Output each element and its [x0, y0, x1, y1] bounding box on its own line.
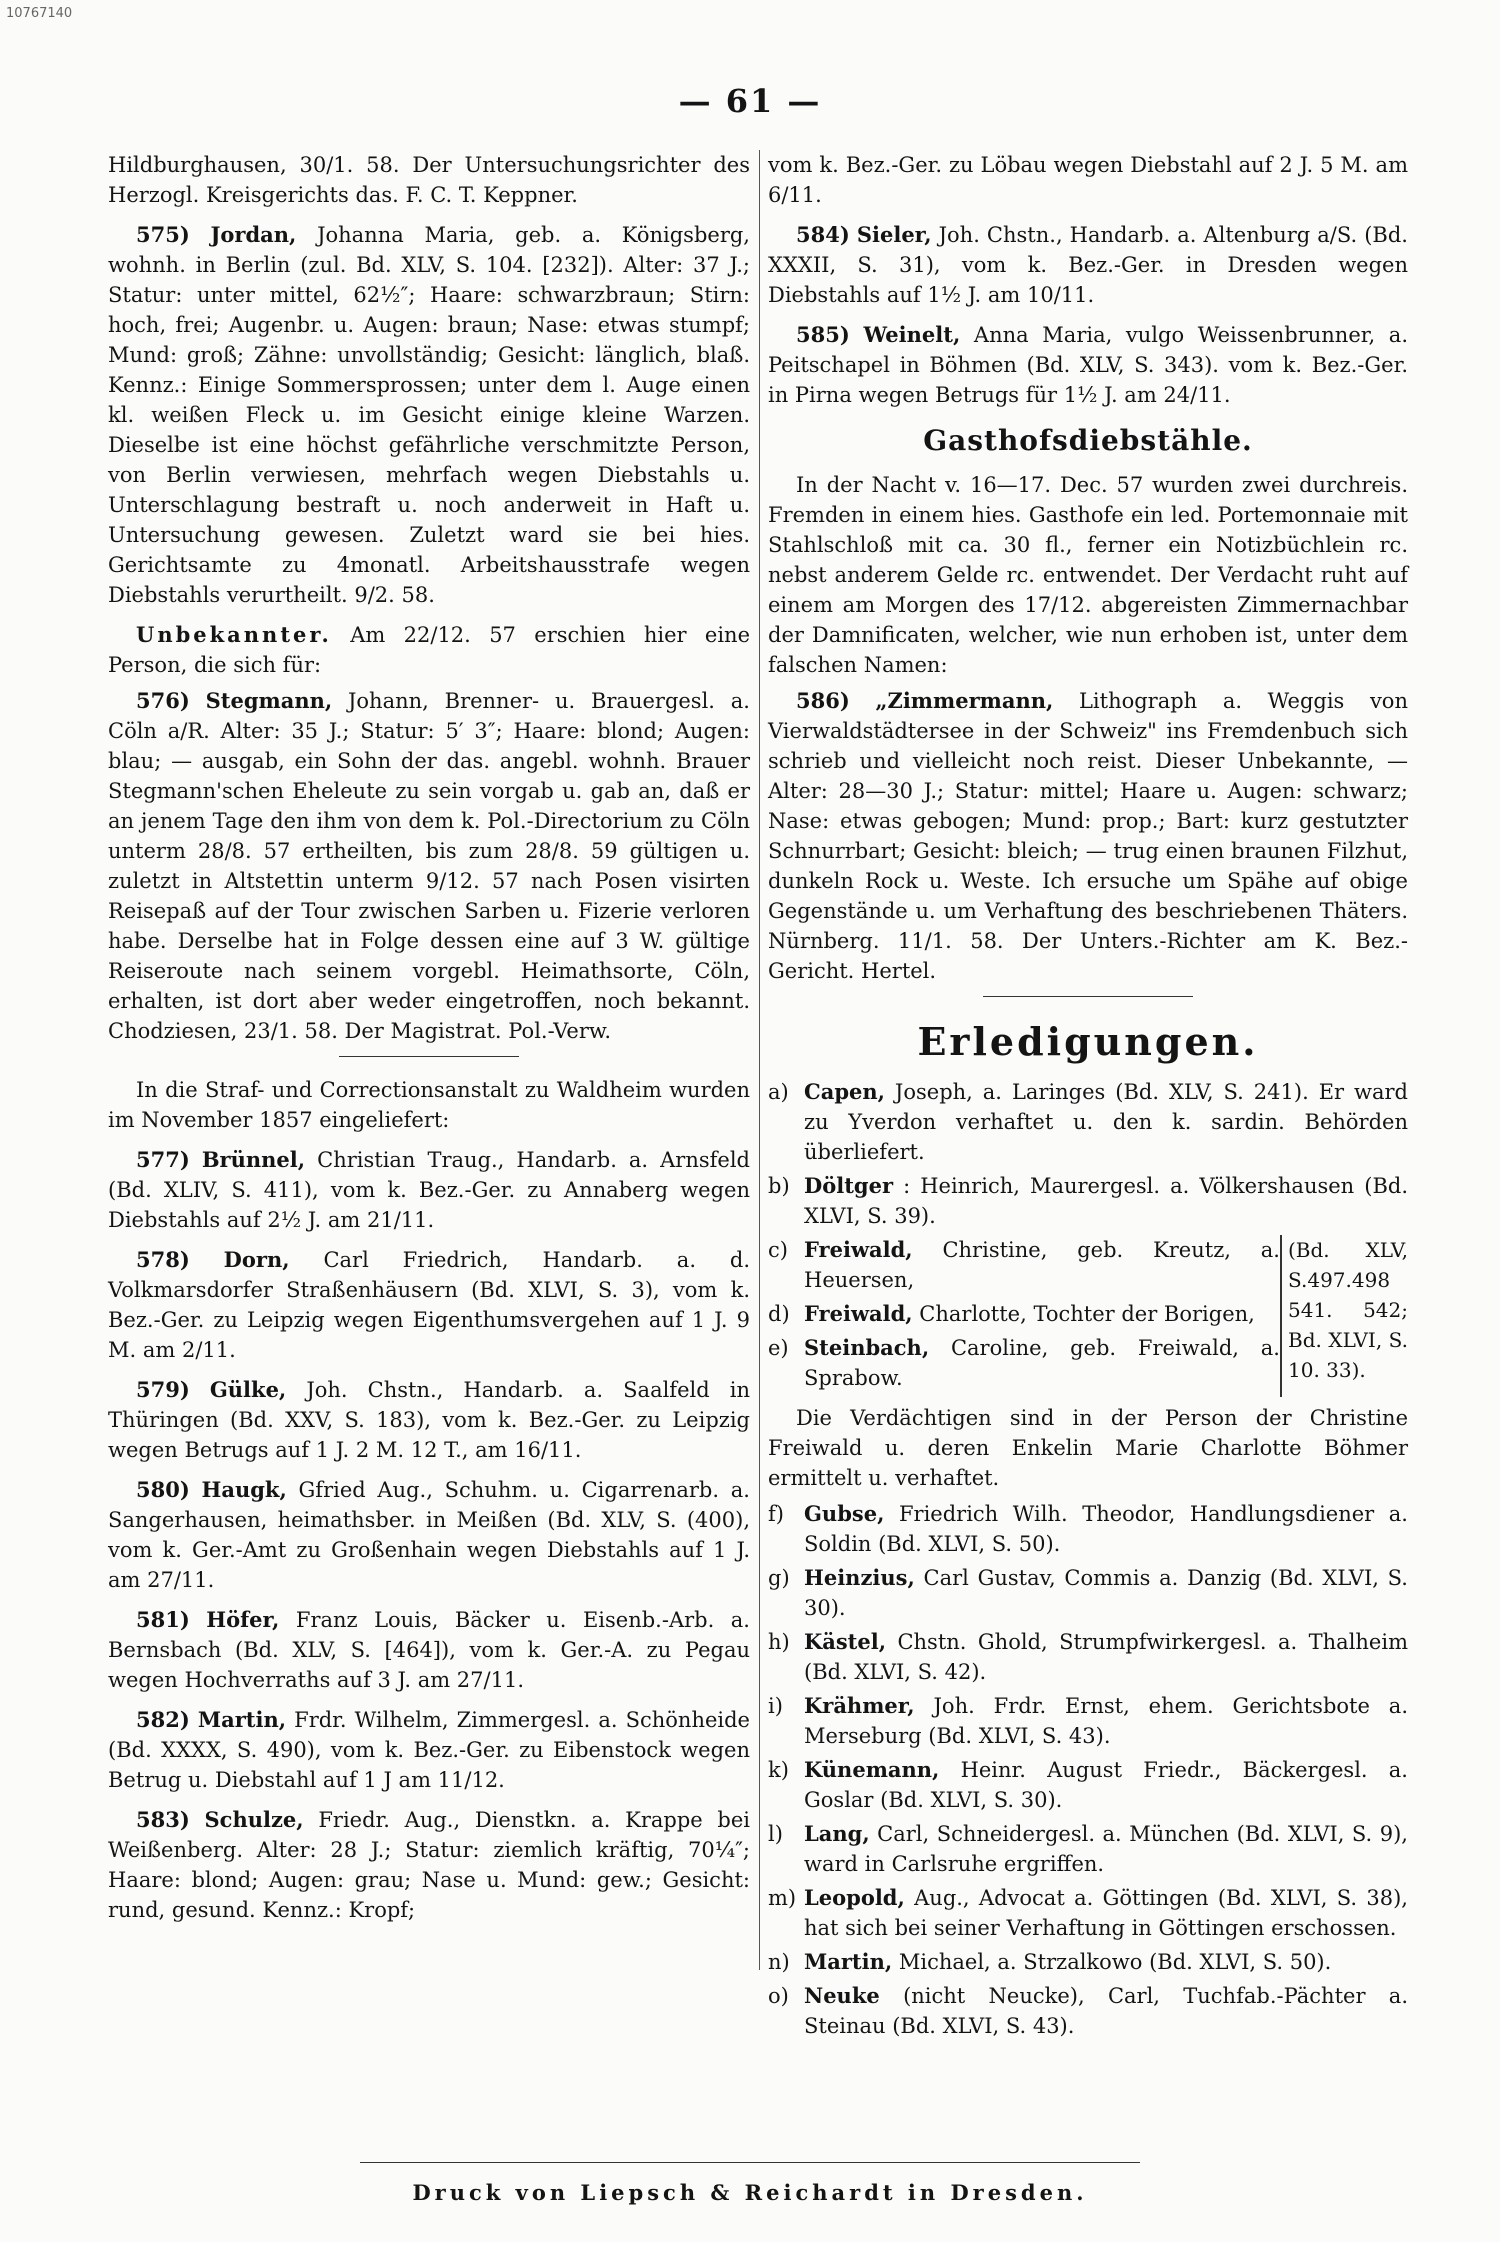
item-name: Künemann,	[804, 1757, 940, 1782]
item-details: Charlotte, Tochter der Borigen,	[919, 1302, 1255, 1326]
item-details: Carl, Schneidergesl. a. München (Bd. XLVI, S. 9), ward in Carlsruhe ergriffen.	[804, 1822, 1408, 1876]
item-details: Carl Gustav, Commis a. Danzig (Bd. XLVI, S. 30).	[804, 1566, 1408, 1620]
item-text	[804, 1819, 1408, 1879]
entry-name: „Zimmermann,	[875, 688, 1054, 713]
resolved-group	[768, 1235, 1408, 1397]
item-letter: n)	[768, 1950, 790, 1974]
entry-name: Gülke,	[209, 1377, 287, 1402]
item-letter: o)	[768, 1984, 789, 2008]
item-name: Krähmer,	[804, 1693, 915, 1718]
notice-entry	[108, 1375, 750, 1465]
notice-entry	[108, 1705, 750, 1795]
resolved-item	[768, 1333, 1280, 1393]
item-name: Döltger	[804, 1173, 894, 1198]
item-name: Lang,	[804, 1821, 870, 1846]
right-column	[768, 150, 1408, 2045]
section-title-resolved: Erledigungen.	[917, 1019, 1259, 1064]
resolved-item	[768, 1947, 1408, 1977]
entry-name: Sieler,	[856, 222, 932, 247]
item-text	[804, 1691, 1408, 1751]
item-details: : Heinrich, Maurergesl. a. Völkershausen (Bd. XLVI, S. 39).	[804, 1174, 1408, 1228]
item-details: Christine, geb. Kreutz, a. Heuersen,	[804, 1238, 1280, 1292]
entry-name: Martin,	[197, 1707, 287, 1732]
item-letter: g)	[768, 1566, 790, 1590]
resolved-item	[768, 1691, 1408, 1751]
column-divider	[759, 150, 760, 1970]
item-text	[804, 1171, 1408, 1231]
item-name: Neuke	[804, 1983, 880, 2008]
notice-entry	[108, 620, 750, 680]
waldheim-intro: In die Straf- und Correctionsanstalt zu Waldheim wurden im November 1857 eingeliefert:	[108, 1078, 750, 1132]
item-details: Heinr. August Friedr., Bäckergesl. a. Goslar (Bd. XLVI, S. 30).	[804, 1758, 1408, 1812]
item-name: Leopold,	[804, 1885, 905, 1910]
hotel-theft-text: In der Nacht v. 16—17. Dec. 57 wurden zwei durchreis. Fremden in einem hies. Gasthofe ein led. Portemonnaie mit Stahlschloß mit ca. 30 fl., ferner ein Notizbüchlein rc. nebst anderem Gelde rc. entwendet. Der Verdacht ruht auf einem am Morgen des 17/12. abgereisten Zimmernachbar der Damnificaten, welcher, wie nun erhoben ist, unter dem falschen Namen:	[768, 473, 1408, 677]
item-name: Capen,	[804, 1079, 885, 1104]
notice-entry	[108, 220, 750, 610]
item-name: Martin,	[804, 1949, 893, 1974]
resolved-item	[768, 1755, 1408, 1815]
notice-entry	[768, 686, 1408, 986]
continuation-text: vom k. Bez.-Ger. zu Löbau wegen Diebstahl auf 2 J. 5 M. am 6/11.	[768, 153, 1408, 207]
entry-name: Schulze,	[204, 1807, 304, 1832]
entry-name: Brünnel,	[201, 1147, 306, 1172]
footer-rule	[360, 2162, 1140, 2163]
item-letter: k)	[768, 1758, 789, 1782]
entry-number: 584)	[796, 222, 850, 247]
entry-text: Gfried Aug., Schuhm. u. Cigarrenarb. a. Sangerhausen, heimathsber. in Meißen (Bd. XLV, S. (400), vom k. Ger.-Amt zu Großenhain wegen Diebstahls auf 1 J. am 27/11.	[108, 1478, 750, 1592]
entry-number: 579)	[136, 1377, 190, 1402]
item-letter: i)	[768, 1694, 783, 1718]
entry-number: 575)	[136, 222, 190, 247]
entry-text: Am 22/12. 57 erschien hier eine Person, die sich für:	[108, 623, 751, 677]
resolved-item	[768, 1819, 1408, 1879]
item-letter: d)	[768, 1302, 790, 1326]
item-letter: h)	[768, 1630, 790, 1654]
entry-number: 580)	[136, 1477, 190, 1502]
entry-number: 578)	[136, 1247, 190, 1272]
item-name: Gubse,	[804, 1501, 885, 1526]
group-reference: (Bd. XLV, S.497.498 541. 542; Bd. XLVI, S. 10. 33).	[1280, 1235, 1408, 1397]
entry-text: Joh. Chstn., Handarb. a. Saalfeld in Thüringen (Bd. XXV, S. 183), vom k. Bez.-Ger. zu Leipzig wegen Betrugs auf 1 J. 2 M. 12 T., am 16/11.	[108, 1378, 750, 1462]
notice-entry	[108, 1245, 750, 1365]
item-text	[804, 1883, 1408, 1943]
entry-name: Jordan,	[210, 222, 297, 247]
section-divider	[983, 996, 1193, 997]
item-details: Caroline, geb. Freiwald, a. Sprabow.	[804, 1336, 1280, 1390]
entry-text: Christian Traug., Handarb. a. Arnsfeld (Bd. XLIV, S. 411), vom k. Bez.-Ger. zu Annaberg wegen Diebstahls auf 2½ J. am 21/11.	[108, 1148, 750, 1232]
notice-entry	[108, 1475, 750, 1595]
entry-text: Anna Maria, vulgo Weissenbrunner, a. Peitschapel in Böhmen (Bd. XLV, S. 343). vom k. Bez.-Ger. in Pirna wegen Betrugs für 1½ J. am 24/11.	[768, 323, 1408, 407]
left-intro: Hildburghausen, 30/1. 58. Der Untersuchungsrichter des Herzogl. Kreisgerichts das. F. C. T. Keppner.	[108, 153, 750, 207]
entry-number: 576)	[136, 688, 190, 713]
resolved-item	[768, 1171, 1408, 1231]
item-text	[804, 1499, 1408, 1559]
page-number: — 61 —	[678, 82, 822, 120]
item-text	[804, 1627, 1408, 1687]
entry-name: Stegmann,	[205, 688, 333, 713]
entry-text: Friedr. Aug., Dienstkn. a. Krappe bei Weißenberg. Alter: 28 J.; Statur: ziemlich kräftig, 70¼″; Haare: blond; Augen: grau; Nase u. Mund: gew.; Gesicht: rund, gesund. Kennz.: Kropf;	[108, 1808, 751, 1922]
item-letter: l)	[768, 1822, 783, 1846]
entry-number: 585)	[796, 322, 850, 347]
entry-text: Frdr. Wilhelm, Zimmergesl. a. Schönheide (Bd. XXXX, S. 490), vom k. Bez.-Ger. zu Eibenstock wegen Betrug u. Diebstahl auf 1 J am 11/12.	[108, 1708, 750, 1792]
left-column	[108, 150, 750, 1935]
item-name: Kästel,	[804, 1629, 887, 1654]
item-text	[804, 1981, 1408, 2041]
entry-name: Weinelt,	[863, 322, 961, 347]
item-letter: e)	[768, 1336, 789, 1360]
entry-text: Joh. Chstn., Handarb. a. Altenburg a/S. (Bd. XXXII, S. 31), vom k. Bez.-Ger. in Dresden wegen Diebstahls auf 1½ J. am 10/11.	[768, 223, 1408, 307]
resolved-item	[768, 1499, 1408, 1559]
item-text	[804, 1755, 1408, 1815]
entry-text: Johann, Brenner- u. Brauergesl. a. Cöln a/R. Alter: 35 J.; Statur: 5′ 3″; Haare: blond; Augen: blau; — ausgab, ein Sohn der das. angebl. wohnh. Brauer Stegmann'schen Eheleute zu sein vorgab u. gab an, daß er an jenem Tage den ihm von dem k. Pol.-Directorium zu Cöln unterm 28/8. 57 ertheilten, bis zum 28/8. 59 gültigen u. zuletzt in Altstettin unterm 9/12. 57 nach Posen visirten Reisepaß auf der Tour zwischen Sarben u. Fizerie verloren habe. Derselbe hat in Folge dessen eine auf 3 W. gültige Reiseroute nach seinem vorgebl. Heimathsorte, Cöln, erhalten, ist dort aber weder eingetroffen, noch bekannt. Chodziesen, 23/1. 58. Der Magistrat. Pol.-Verw.	[108, 689, 750, 1043]
item-details: Michael, a. Strzalkowo (Bd. XLVI, S. 50).	[898, 1950, 1332, 1974]
entry-name: Dorn,	[223, 1247, 290, 1272]
item-name: Freiwald,	[804, 1237, 913, 1262]
printer-imprint: Druck von Liepsch & Reichardt in Dresden.	[412, 2180, 1088, 2205]
group-note: Die Verdächtigen sind in der Person der Christine Freiwald u. deren Enkelin Marie Charlotte Böhmer ermittelt u. verhaftet.	[768, 1406, 1408, 1490]
item-letter: f)	[768, 1502, 784, 1526]
notice-entry	[108, 686, 750, 1046]
item-text	[804, 1333, 1280, 1393]
item-name: Heinzius,	[804, 1565, 915, 1590]
item-text	[804, 1563, 1408, 1623]
entry-text: Lithograph a. Weggis von Vierwaldstädtersee in der Schweiz" ins Fremdenbuch sich schrieb und vielleicht noch reist. Dieser Unbekannte, — Alter: 28—30 J.; Statur: mittel; Haare u. Augen: schwarz; Nase: etwas gebogen; Mund: prop.; Bart: kurz gestutzter Schnurrbart; Gesicht: bleich; — trug einen braunen Filzhut, dunkeln Rock u. Weste. Ich ersuche um Spähe auf obige Gegenstände u. um Verhaftung des beschriebenen Thäters. Nürnberg. 11/1. 58. Der Unters.-Richter am K. Bez.-Gericht. Hertel.	[768, 689, 1408, 983]
entry-text: Carl Friedrich, Handarb. a. d. Volkmarsdorfer Straßenhäusern (Bd. XLVI, S. 3), vom k. Bez.-Ger. zu Leipzig wegen Eigenthumsvergehen auf 1 J. 9 M. am 2/11.	[108, 1248, 750, 1362]
entry-number: 582)	[136, 1707, 190, 1732]
notice-entry	[108, 1805, 750, 1925]
item-text	[804, 1077, 1408, 1167]
resolved-item	[768, 1883, 1408, 1943]
item-details: Friedrich Wilh. Theodor, Handlungsdiener a. Soldin (Bd. XLVI, S. 50).	[804, 1502, 1408, 1556]
notice-entry	[768, 320, 1408, 410]
item-details: (nicht Neucke), Carl, Tuchfab.-Pächter a. Steinau (Bd. XLVI, S. 43).	[804, 1984, 1408, 2038]
item-text	[804, 1299, 1280, 1329]
item-details: Joseph, a. Laringes (Bd. XLV, S. 241). Er ward zu Yverdon verhaftet u. den k. sardin. Behörden überliefert.	[804, 1080, 1408, 1164]
archive-id: 10767140	[6, 6, 73, 21]
item-text	[804, 1947, 1408, 1977]
resolved-item	[768, 1299, 1280, 1329]
section-divider	[339, 1056, 519, 1057]
entry-name: Haugk,	[201, 1477, 287, 1502]
notice-entry	[108, 1605, 750, 1695]
resolved-item	[768, 1235, 1280, 1295]
entry-number: 586)	[796, 688, 850, 713]
entry-number: 581)	[136, 1607, 190, 1632]
item-name: Steinbach,	[804, 1335, 930, 1360]
resolved-item	[768, 1077, 1408, 1167]
resolved-item	[768, 1627, 1408, 1687]
resolved-item	[768, 1981, 1408, 2041]
item-letter: m)	[768, 1886, 797, 1910]
item-text	[804, 1235, 1280, 1295]
item-details: Chstn. Ghold, Strumpfwirkergesl. a. Thalheim (Bd. XLVI, S. 42).	[804, 1630, 1408, 1684]
notice-entry	[768, 220, 1408, 310]
entry-number: 577)	[136, 1147, 190, 1172]
entry-name: Höfer,	[206, 1607, 280, 1632]
entry-text: Johanna Maria, geb. a. Königsberg, wohnh. in Berlin (zul. Bd. XLV, S. 104. [232]). Alter: 37 J.; Statur: unter mittel, 62½″; Haare: schwarzbraun; Stirn: hoch, frei; Augenbr. u. Augen: braun; Nase: etwas stumpf; Mund: groß; Zähne: unvollständig; Gesicht: länglich, blaß. Kennz.: Einige Sommersprossen; unter dem l. Auge einen kl. weißen Fleck u. im Gesicht einige kleine Warzen. Dieselbe ist eine höchst gefährliche verschmitzte Person, von Berlin verwiesen, mehrfach wegen Diebstahls u. Unterschlagung bestraft u. noch anderweit in Haft u. Untersuchung gewesen. Zuletzt ward sie bei hies. Gerichtsamte zu 4monatl. Arbeitshausstrafe wegen Diebstahls verurtheilt. 9/2. 58.	[108, 223, 750, 607]
entry-name: Unbekannter.	[136, 622, 332, 647]
section-title-hotel-thefts: Gasthofsdiebstähle.	[923, 424, 1253, 457]
item-details: Aug., Advocat a. Göttingen (Bd. XLVI, S. 38), hat sich bei seiner Verhaftung in Göttingen erschossen.	[804, 1886, 1408, 1940]
item-letter: a)	[768, 1080, 789, 1104]
entry-number: 583)	[136, 1807, 190, 1832]
item-name: Freiwald,	[804, 1301, 913, 1326]
item-details: Joh. Frdr. Ernst, ehem. Gerichtsbote a. Merseburg (Bd. XLVI, S. 43).	[804, 1694, 1408, 1748]
resolved-item	[768, 1563, 1408, 1623]
item-letter: b)	[768, 1174, 790, 1198]
notice-entry	[108, 1145, 750, 1235]
item-letter: c)	[768, 1238, 788, 1262]
resolved-group-items	[768, 1235, 1280, 1397]
entry-text: Franz Louis, Bäcker u. Eisenb.-Arb. a. Bernsbach (Bd. XLV, S. [464]), vom k. Ger.-A. zu Pegau wegen Hochverraths auf 3 J. am 27/11.	[108, 1608, 750, 1692]
